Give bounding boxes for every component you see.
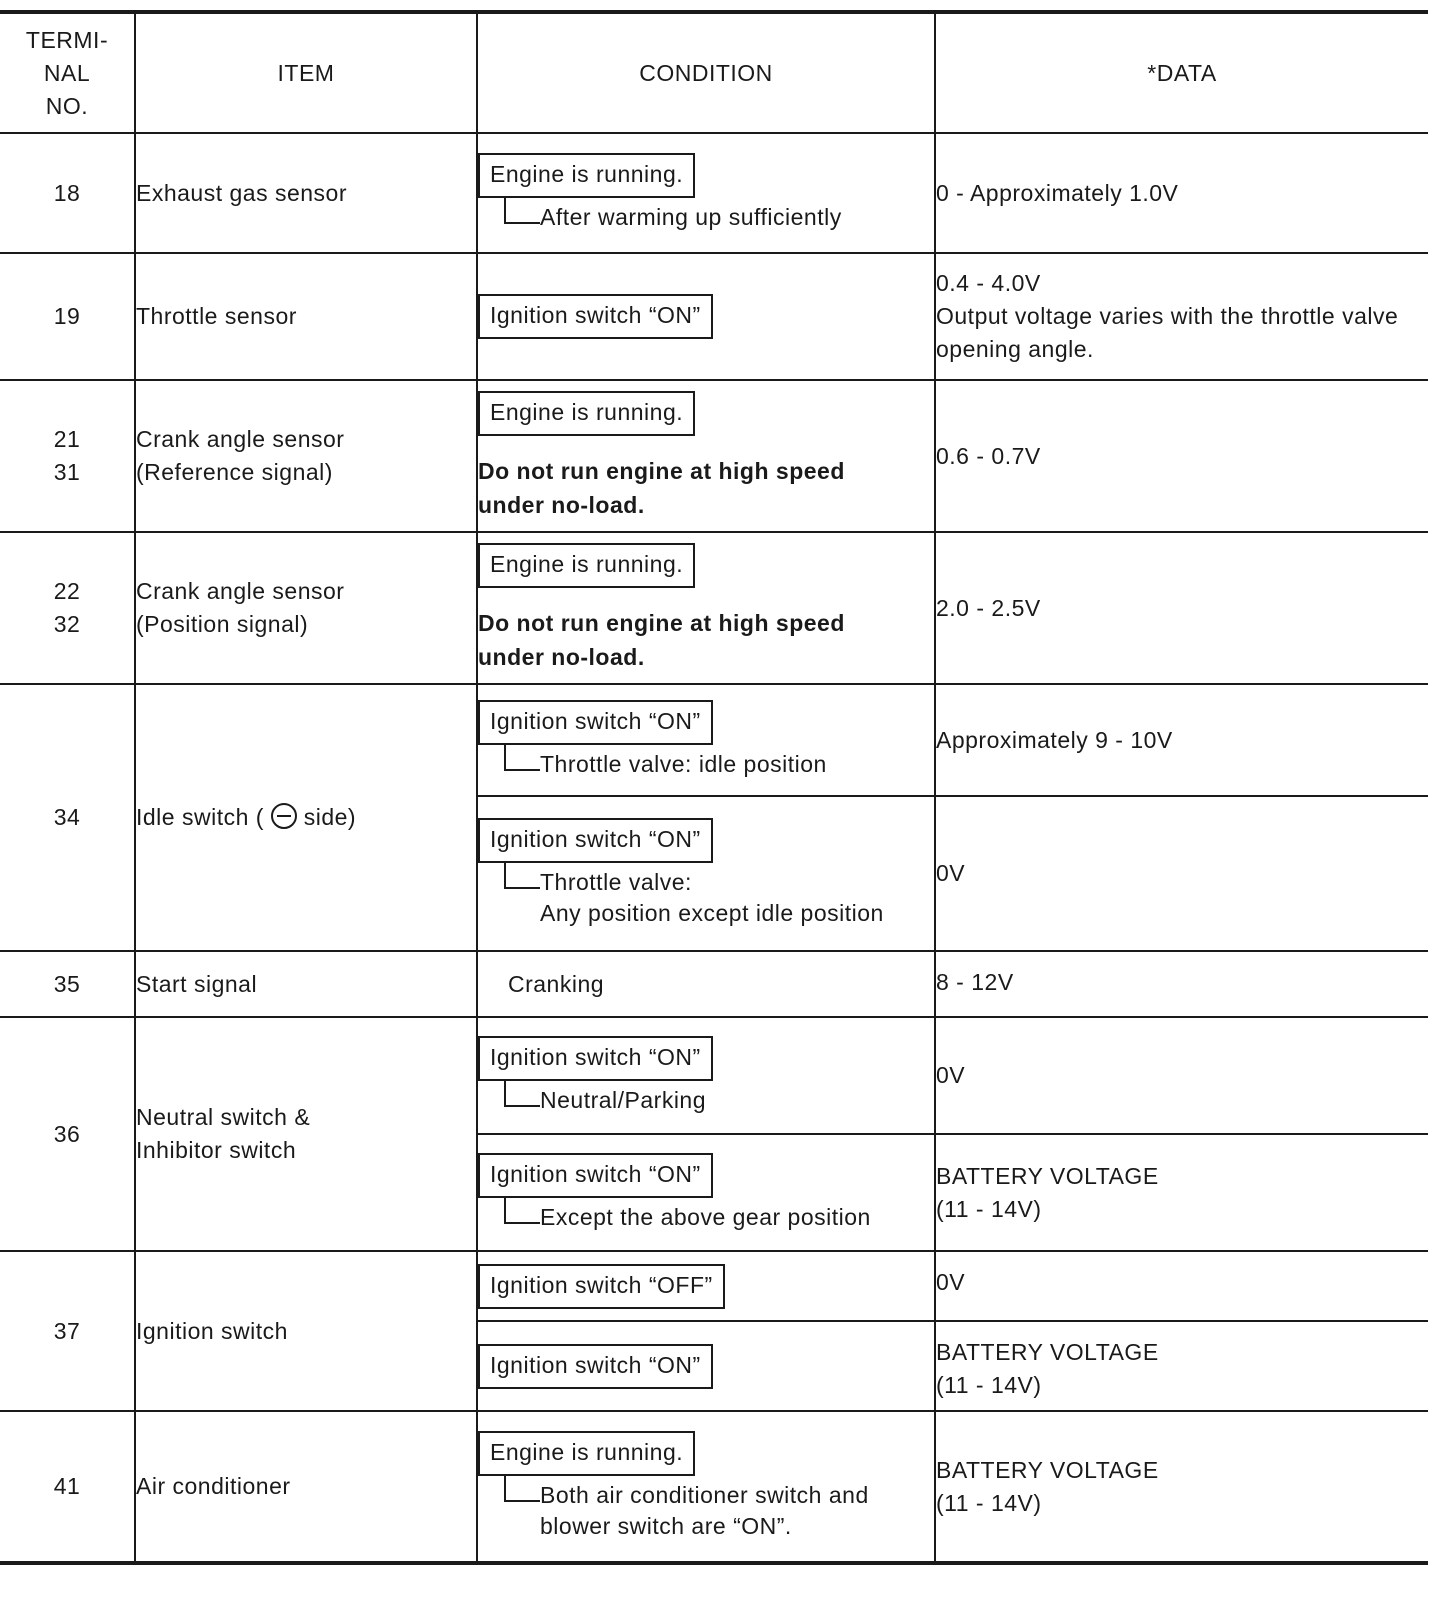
condition-cell (477, 1017, 935, 1134)
caution-note: Do not run engine at high speed under no-load. (478, 609, 845, 670)
terminal-number: 34 (0, 684, 135, 951)
data-value: 0V (935, 1017, 1428, 1134)
condition-sub: Except the above gear position (504, 1202, 934, 1233)
item-name: Air conditioner (135, 1411, 477, 1563)
table-row-36 (0, 1017, 1428, 1134)
item-name: Start signal (135, 951, 477, 1017)
data-value: Approximately 9 - 10V (935, 684, 1428, 796)
terminal-number: 21 31 (0, 380, 135, 532)
header-condition: CONDITION (477, 12, 935, 133)
header-terminal-no: TERMI- NAL NO. (0, 12, 135, 133)
table-row-41 (0, 1411, 1428, 1563)
item-name: Crank angle sensor (Reference signal) (135, 380, 477, 532)
item-name: Exhaust gas sensor (135, 133, 477, 253)
condition-text: Cranking (477, 951, 935, 1017)
header-data: *DATA (935, 12, 1428, 133)
table-row-19 (0, 253, 1428, 380)
condition-cell (477, 1134, 935, 1251)
table-row-22-32 (0, 532, 1428, 684)
condition-cell (477, 133, 935, 253)
terminal-number: 18 (0, 133, 135, 253)
condition-box: Ignition switch “ON” (478, 700, 713, 745)
terminal-number: 22 32 (0, 532, 135, 684)
data-value: 2.0 - 2.5V (935, 532, 1428, 684)
condition-cell (477, 684, 935, 796)
condition-cell (477, 253, 935, 380)
terminal-number: 41 (0, 1411, 135, 1563)
item-name-prefix: Idle switch ( (136, 804, 264, 830)
header-row (0, 12, 1428, 133)
terminal-number: 36 (0, 1017, 135, 1251)
table-row-18 (0, 133, 1428, 253)
table-row-37 (0, 1251, 1428, 1321)
condition-box: Ignition switch “ON” (478, 1036, 713, 1081)
condition-box: Ignition switch “ON” (478, 294, 713, 339)
table-row-21-31 (0, 380, 1428, 532)
condition-sub: Neutral/Parking (504, 1085, 934, 1116)
terminal-number: 19 (0, 253, 135, 380)
data-value: BATTERY VOLTAGE (11 - 14V) (935, 1411, 1428, 1563)
data-value: BATTERY VOLTAGE (11 - 14V) (935, 1321, 1428, 1411)
data-value: 8 - 12V (935, 951, 1428, 1017)
condition-sub: Both air conditioner switch and blower switch are “ON”. (504, 1480, 934, 1542)
condition-box: Ignition switch “ON” (478, 1153, 713, 1198)
condition-box: Engine is running. (478, 153, 695, 198)
terminal-data-table (0, 10, 1428, 1565)
condition-box: Ignition switch “ON” (478, 1344, 713, 1389)
condition-box: Engine is running. (478, 391, 695, 436)
table-row-34 (0, 684, 1428, 796)
condition-cell (477, 380, 935, 532)
terminal-number: 35 (0, 951, 135, 1017)
condition-cell (477, 1321, 935, 1411)
item-name: Throttle sensor (135, 253, 477, 380)
item-name: Crank angle sensor (Position signal) (135, 532, 477, 684)
condition-box: Ignition switch “OFF” (478, 1264, 725, 1309)
data-value: 0.6 - 0.7V (935, 380, 1428, 532)
data-value: 0.4 - 4.0V Output voltage varies with the throttle valve opening angle. (935, 253, 1428, 380)
data-value: BATTERY VOLTAGE (11 - 14V) (935, 1134, 1428, 1251)
minus-circle-icon (271, 803, 297, 829)
condition-cell (477, 796, 935, 951)
caution-note: Do not run engine at high speed under no-load. (478, 457, 845, 518)
condition-sub: Throttle valve: idle position (504, 749, 934, 780)
condition-box: Ignition switch “ON” (478, 818, 713, 863)
condition-sub: Throttle valve: Any position except idle position (504, 867, 934, 929)
data-value: 0V (935, 796, 1428, 951)
header-item: ITEM (135, 12, 477, 133)
item-name-suffix: side) (303, 804, 357, 830)
item-name (135, 684, 477, 951)
table-row-35 (0, 951, 1428, 1017)
condition-sub: After warming up sufficiently (504, 202, 934, 233)
condition-cell (477, 1411, 935, 1563)
condition-box: Engine is running. (478, 543, 695, 588)
item-name: Neutral switch & Inhibitor switch (135, 1017, 477, 1251)
condition-cell (477, 532, 935, 684)
data-value: 0V (935, 1251, 1428, 1321)
item-name: Ignition switch (135, 1251, 477, 1411)
condition-box: Engine is running. (478, 1431, 695, 1476)
condition-cell (477, 1251, 935, 1321)
data-value: 0 - Approximately 1.0V (935, 133, 1428, 253)
terminal-number: 37 (0, 1251, 135, 1411)
